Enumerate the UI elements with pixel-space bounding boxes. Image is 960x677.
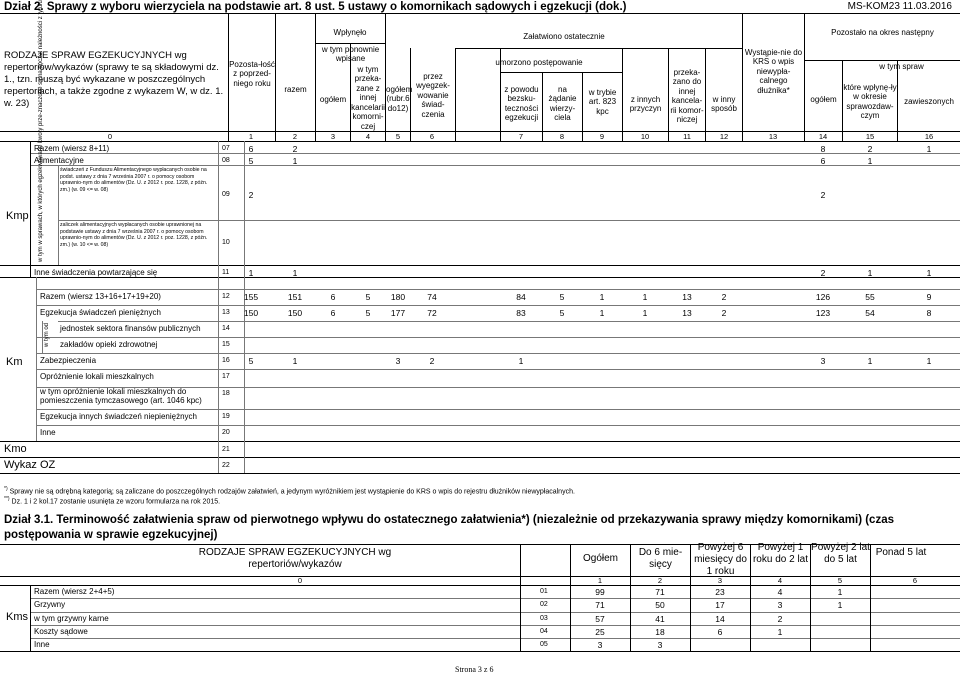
data-cell: 1: [926, 356, 932, 366]
header-umorzono: umorzono postępowanie: [495, 58, 583, 67]
note-10: zaliczek alimentacyjnych wypłacanych osobie uprawnionej na podstawie ustawy z dnia 7 września 2007 r. o pomocy osobom uprawnio-nym do alimentów (Dz. U. z 2012 r. poz. 1228, z późn. zm.) (w. 10 <= w. 08): [60, 222, 208, 248]
row-code: 05: [540, 641, 548, 648]
group-label-wykaz: Wykaz OZ: [4, 459, 56, 471]
data-cell: 2: [292, 144, 298, 154]
row-label: Grzywny: [34, 600, 66, 609]
data-cell: 2: [777, 614, 783, 624]
data-cell: 6: [717, 627, 723, 637]
row-code: 20: [222, 429, 230, 436]
category-header: RODZAJE SPRAW EGZEKUCYJNYCH wg repertoriów/wykazów (sprawy te są składowymi dz. 1., tzn. muszą być wykazane w poszczególnych repertoriach, a także zgodne z wykazem W, w dz. 1. w. 23): [4, 50, 224, 109]
column-number: 14: [818, 132, 828, 141]
group-label-km: Km: [6, 356, 23, 368]
data-cell: 123: [815, 308, 831, 318]
column-number: 3: [717, 576, 723, 585]
data-cell: 1: [248, 268, 254, 278]
data-cell: 155: [243, 292, 259, 302]
data-cell: 3: [395, 356, 401, 366]
data-cell: 13: [682, 308, 692, 318]
header-ogolem-rubr: ogółem (rubr.6 do12): [386, 85, 413, 113]
header-zalatwiono: Załatwiono ostatecznie: [523, 32, 605, 41]
header-pozostalo: Pozostało na okres następny: [831, 28, 934, 37]
data-cell: 3: [597, 640, 603, 650]
header-ktore-wplynely: które wpłynę-ły w okresie sprawozdaw-czym: [843, 83, 897, 121]
row-code: 14: [222, 325, 230, 332]
header-przekazano: przeka-zano do innej kancela-rii komor-niczej: [670, 68, 704, 125]
section-title: Dział 2. Sprawy z wyboru wierzyciela na podstawie art. 8 ust. 5 ustawy o komornikach sądowych i egzekucji (dok.): [4, 1, 627, 13]
data-cell: 2: [429, 356, 435, 366]
header-wplynelo: Wpłynęło: [333, 28, 367, 37]
data-cell: 5: [559, 292, 565, 302]
s31-header-pow1: Powyżej 1 roku do 2 lat: [752, 542, 809, 565]
data-cell: 6: [248, 144, 254, 154]
data-cell: 57: [595, 614, 605, 624]
data-cell: 1: [292, 268, 298, 278]
data-cell: 6: [330, 292, 336, 302]
header-z-innych: z innych przyczyn: [629, 95, 662, 114]
data-cell: 1: [599, 292, 605, 302]
data-cell: 13: [682, 292, 692, 302]
data-cell: 74: [427, 292, 437, 302]
column-number: 10: [640, 132, 650, 141]
row-label: Razem (wiersz 8+11): [34, 144, 110, 153]
data-cell: 83: [516, 308, 526, 318]
row-label: w tym opróżnienie lokali mieszkalnych do pomieszczenia tymczasowego (art. 1046 kpc): [40, 387, 202, 406]
form-code: MS-KOM23 11.03.2016: [847, 1, 952, 12]
data-cell: 5: [248, 156, 254, 166]
column-number: 16: [924, 132, 934, 141]
data-cell: 6: [330, 308, 336, 318]
row-label: Razem (wiersz 2+4+5): [34, 587, 115, 596]
data-cell: 6: [820, 156, 826, 166]
row-label: Inne: [40, 428, 56, 437]
column-number: 2: [657, 576, 663, 585]
row-label: Inne świadczenia powtarzające się: [34, 268, 158, 277]
s31-header-pow6: Powyżej 6 miesięcy do 1 roku: [694, 542, 747, 577]
data-cell: 5: [365, 292, 371, 302]
column-number: 0: [297, 576, 303, 585]
data-cell: 23: [715, 587, 725, 597]
row-code: 03: [540, 615, 548, 622]
column-number: 1: [597, 576, 603, 585]
data-cell: 18: [655, 627, 665, 637]
header-na-zadanie: na żądanie wierzy-ciela: [548, 85, 577, 123]
column-number: 12: [719, 132, 729, 141]
data-cell: 1: [518, 356, 524, 366]
row-code: 10: [222, 239, 230, 246]
kmo-code: 21: [222, 446, 230, 453]
footnote-1-mark: *): [4, 486, 8, 492]
row-label: Zabezpieczenia: [40, 356, 97, 365]
row-code: 08: [222, 157, 230, 164]
column-number: 13: [768, 132, 778, 141]
data-cell: 2: [820, 268, 826, 278]
row-code: 17: [222, 373, 230, 380]
s31-header-ponad: Ponad 5 lat: [875, 547, 927, 558]
s31-header-do6: Do 6 mie-sięcy: [638, 547, 683, 570]
column-number: 2: [292, 132, 298, 141]
row-label: w tym grzywny karne: [34, 614, 109, 623]
data-cell: 1: [837, 600, 843, 610]
header-zawieszonych: zawieszonych: [904, 97, 954, 106]
footnote-1-text: Sprawy nie są odrębną kategorią; są zaliczane do poszczególnych rodzajów załatwień, a jedynym wyróżnikiem jest wystąpienie do KRS o wpis do rejestru dłużników niewypłacalnych.: [9, 488, 575, 496]
data-cell: 9: [926, 292, 932, 302]
row-label: zakładów opieki zdrowotnej: [60, 340, 158, 349]
data-cell: 2: [248, 190, 254, 200]
column-number: 15: [865, 132, 875, 141]
row-code: 11: [222, 269, 230, 276]
data-cell: 1: [599, 308, 605, 318]
row-label: Egzekucja innych świadczeń niepieniężnych: [40, 412, 197, 421]
row-label: Egzekucja świadczeń pieniężnych: [40, 308, 161, 317]
data-cell: 71: [655, 587, 665, 597]
header-w-tym-ponownie: w tym ponownie wpisane: [321, 45, 380, 64]
row-code: 12: [222, 293, 230, 300]
group-label-kmo: Kmo: [4, 443, 27, 455]
data-cell: 14: [715, 614, 725, 624]
data-cell: 2: [867, 144, 873, 154]
data-cell: 1: [837, 587, 843, 597]
header-wystapienie: Wystąpie-nie do KRS o wpis niewypła-calnego dłużnika*: [744, 48, 803, 95]
column-number: 4: [777, 576, 783, 585]
data-cell: 17: [715, 600, 725, 610]
data-cell: 2: [820, 190, 826, 200]
data-cell: 72: [427, 308, 437, 318]
header-ogolem: ogółem: [319, 95, 347, 104]
group-label-kms: Kms: [6, 611, 28, 623]
footnote-1: [4, 486, 575, 495]
row-code: 19: [222, 413, 230, 420]
row-label: Koszty sądowe: [34, 627, 88, 636]
row-label: Alimentacyjne: [34, 156, 84, 165]
column-number: 6: [429, 132, 435, 141]
row-label: Inne: [34, 640, 50, 649]
column-number: 3: [330, 132, 336, 141]
column-number: 0: [107, 132, 113, 141]
data-cell: 2: [721, 292, 727, 302]
header-ogolem2: ogółem: [810, 95, 837, 104]
data-cell: 4: [777, 587, 783, 597]
row-code: 18: [222, 390, 230, 397]
data-cell: 1: [642, 308, 648, 318]
data-cell: 25: [595, 627, 605, 637]
data-cell: 150: [287, 308, 303, 318]
data-cell: 1: [777, 627, 783, 637]
column-number: 8: [559, 132, 565, 141]
data-cell: 1: [292, 156, 298, 166]
data-cell: 150: [243, 308, 259, 318]
data-cell: 8: [820, 144, 826, 154]
section31-title: Dział 3.1. Terminowość załatwienia spraw od pierwotnego wpływu do ostatecznego załatwienia*) (niezależnie od przekazywania sprawy między komornikami) (czas postępowania w sprawie egzekucyjnej): [4, 514, 894, 541]
column-number: 11: [683, 132, 691, 141]
column-number: 5: [395, 132, 401, 141]
data-cell: 3: [657, 640, 663, 650]
row-code: 01: [540, 588, 548, 595]
column-number: 6: [912, 576, 918, 585]
data-cell: 151: [287, 292, 303, 302]
data-cell: 3: [777, 600, 783, 610]
data-cell: 177: [390, 308, 406, 318]
data-cell: 55: [865, 292, 875, 302]
header-przez-wyegzekwowanie: przez wyegzek-wowanie świad-czenia: [416, 72, 450, 119]
header-w-tym-spraw: w tym spraw: [879, 62, 924, 71]
row-code: 04: [540, 628, 548, 635]
column-number: 7: [518, 132, 524, 141]
row-code: 09: [222, 191, 230, 198]
footnote-2-mark: **): [4, 496, 10, 502]
row-code: 02: [540, 601, 548, 608]
data-cell: 2: [721, 308, 727, 318]
data-cell: 1: [867, 356, 873, 366]
data-cell: 5: [248, 356, 254, 366]
data-cell: 180: [390, 292, 406, 302]
wykaz-code: 22: [222, 462, 230, 469]
row-label: Razem (wiersz 13+16+17+19+20): [40, 292, 161, 301]
data-cell: 1: [867, 156, 873, 166]
data-cell: 1: [926, 268, 932, 278]
group-label-kmp: Kmp: [6, 210, 29, 222]
note-09: świadczeń z Funduszu Alimentacyjnego wypłacanych osobie na podst. ustawy z dnia 7 września 2007 r. o pomocy osobom uprawnio-nym do alimentów (Dz. U. z 2012 r. poz. 1228, z późn. zm.) (w. 09 <= w. 08): [60, 167, 208, 193]
data-cell: 3: [820, 356, 826, 366]
column-number: 4: [365, 132, 371, 141]
header-razem: razem: [284, 85, 307, 94]
header-w-trybie: w trybie art. 823 kpc: [588, 88, 617, 116]
header-pozostalosc: Pozosta-łość z poprzed-niego roku: [229, 60, 275, 88]
data-cell: 71: [595, 600, 605, 610]
header-w-inny: w inny sposób: [711, 95, 737, 114]
column-number: 5: [837, 576, 843, 585]
data-cell: 5: [365, 308, 371, 318]
row-code: 07: [222, 145, 230, 152]
row-code: 16: [222, 357, 230, 364]
data-cell: 1: [926, 144, 932, 154]
header-w-tym-przekazane: w tym przeka-zane z innej kancelarii komorni-czej: [351, 65, 385, 131]
s31-header-category: RODZAJE SPRAW EGZEKUCYJNYCH wg repertoriów/wykazów: [198, 547, 392, 570]
row-label: Opróżnienie lokali mieszkalnych: [40, 372, 154, 381]
data-cell: 54: [865, 308, 875, 318]
data-cell: 50: [655, 600, 665, 610]
footnote-2: [4, 496, 220, 505]
data-cell: 41: [655, 614, 665, 624]
kmp-rotated-label: w tym w sprawach, w których egzekwowane kwoty prze-znaczone są na poczet należności z tytułu: [38, 0, 44, 262]
data-cell: 5: [559, 308, 565, 318]
data-cell: 1: [292, 356, 298, 366]
data-cell: 99: [595, 587, 605, 597]
data-cell: 126: [815, 292, 831, 302]
s31-header-ogolem: Ogółem: [582, 553, 618, 564]
w-tym-od-label: w tym od: [44, 323, 50, 348]
data-cell: 1: [642, 292, 648, 302]
row-label: jednostek sektora finansów publicznych: [60, 324, 201, 333]
footnote-2-text: Dz. 1 i 2 kol.17 zostanie usunięta ze wzoru formularza na rok 2015.: [11, 498, 221, 506]
column-number: 1: [248, 132, 254, 141]
page-footer: Strona 3 z 6: [455, 665, 494, 674]
s31-header-pow2: Powyżej 2 lat do 5 lat: [811, 542, 870, 565]
data-cell: 1: [867, 268, 873, 278]
header-z-powodu: z powodu bezsku-teczności egzekucji: [504, 85, 539, 123]
data-cell: 84: [516, 292, 526, 302]
data-cell: 8: [926, 308, 932, 318]
row-code: 15: [222, 341, 230, 348]
row-code: 13: [222, 309, 230, 316]
column-number: 9: [599, 132, 605, 141]
